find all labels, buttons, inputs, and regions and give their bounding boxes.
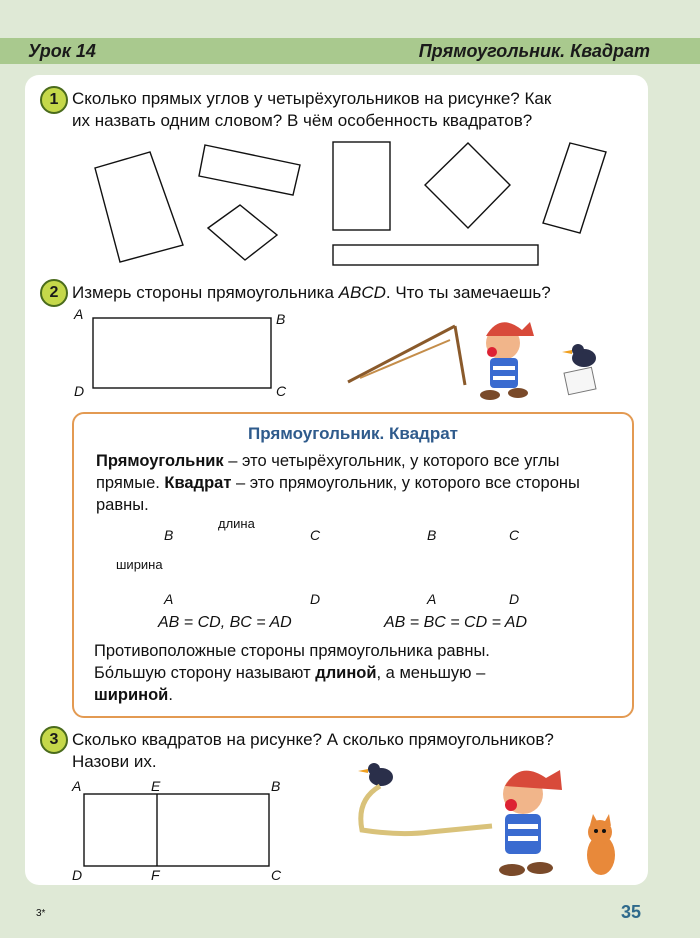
task3-label-f: F (151, 867, 160, 883)
rect-label-a: A (164, 591, 174, 607)
width-label: ширина (116, 557, 163, 572)
task2-label-a: A (74, 306, 84, 322)
figure-aebd (84, 794, 269, 866)
rect-label-b: B (164, 527, 174, 543)
square-label-c: C (509, 527, 520, 543)
compass-icon (348, 326, 465, 385)
task3-label-a: A (72, 778, 82, 794)
square-label-b: B (427, 527, 437, 543)
note-line-3: шириной. (94, 686, 173, 704)
lesson-topic: Прямоугольник. Квадрат (418, 41, 650, 61)
definition-title: Прямоугольник. Квадрат (247, 424, 459, 443)
task2-label-d: D (74, 383, 85, 399)
task3-label-d: D (72, 867, 83, 883)
rectangle-equation: AB = CD, BC = AD (158, 614, 292, 631)
task3-label-c: C (271, 867, 282, 883)
task-1-line-2: их назвать одним словом? В чём особенность квадратов? (72, 111, 533, 130)
task3-label-b: B (271, 778, 281, 794)
bird-illustration-1 (562, 344, 596, 395)
rect-label-d: D (310, 591, 321, 607)
tape-measure (361, 786, 492, 834)
rect-label-c: C (310, 527, 321, 543)
task-3-line-2: Назови их. (72, 752, 157, 771)
shape-small-square (208, 205, 277, 260)
square-equation: AB = BC = CD = AD (384, 614, 528, 631)
task2-label-c: C (276, 383, 287, 399)
task-2-text: Измерь стороны прямоугольника ABCD. Что ты замечаешь? (72, 283, 551, 302)
shape-tall-rectangle (95, 152, 183, 262)
clown-illustration-2 (499, 770, 562, 876)
shape-tilted-rectangle (199, 145, 300, 195)
length-label: длина (218, 516, 255, 531)
cat-illustration (587, 814, 615, 875)
square-label-a: A (427, 591, 437, 607)
signature-mark: 3* (36, 908, 46, 919)
task-2-number: 2 (40, 279, 68, 307)
task3-label-e: E (151, 778, 161, 794)
task-3-number: 3 (40, 726, 68, 754)
task-1-number: 1 (40, 86, 68, 114)
rectangle-abcd (93, 318, 271, 388)
note-line-1: Противоположные стороны прямоугольника равны. (94, 642, 490, 660)
task-1-line-1: Сколько прямых углов у четырёхугольников на рисунке? Как (72, 89, 552, 108)
lesson-number: Урок 14 (28, 41, 96, 61)
clown-illustration-1 (480, 322, 534, 400)
shape-upright-rectangle (333, 142, 390, 230)
note-line-2: Бо́льшую сторону называют длиной, а меньшую – (94, 664, 486, 682)
page-number: 35 (621, 902, 642, 922)
shape-long-rectangle (333, 245, 538, 265)
square-label-d: D (509, 591, 520, 607)
bird-illustration-2 (358, 763, 393, 786)
shape-diamond-square (425, 143, 510, 228)
definition-text: Прямоугольник – это четырёхугольник, у которого все углы прямые. Квадрат – это прямоугольник, у которого все стороны равны. (96, 452, 580, 514)
task-3-line-1: Сколько квадратов на рисунке? А сколько прямоугольников? (72, 730, 554, 749)
shape-slanted-rectangle (543, 143, 606, 233)
task2-label-b: B (276, 311, 286, 327)
